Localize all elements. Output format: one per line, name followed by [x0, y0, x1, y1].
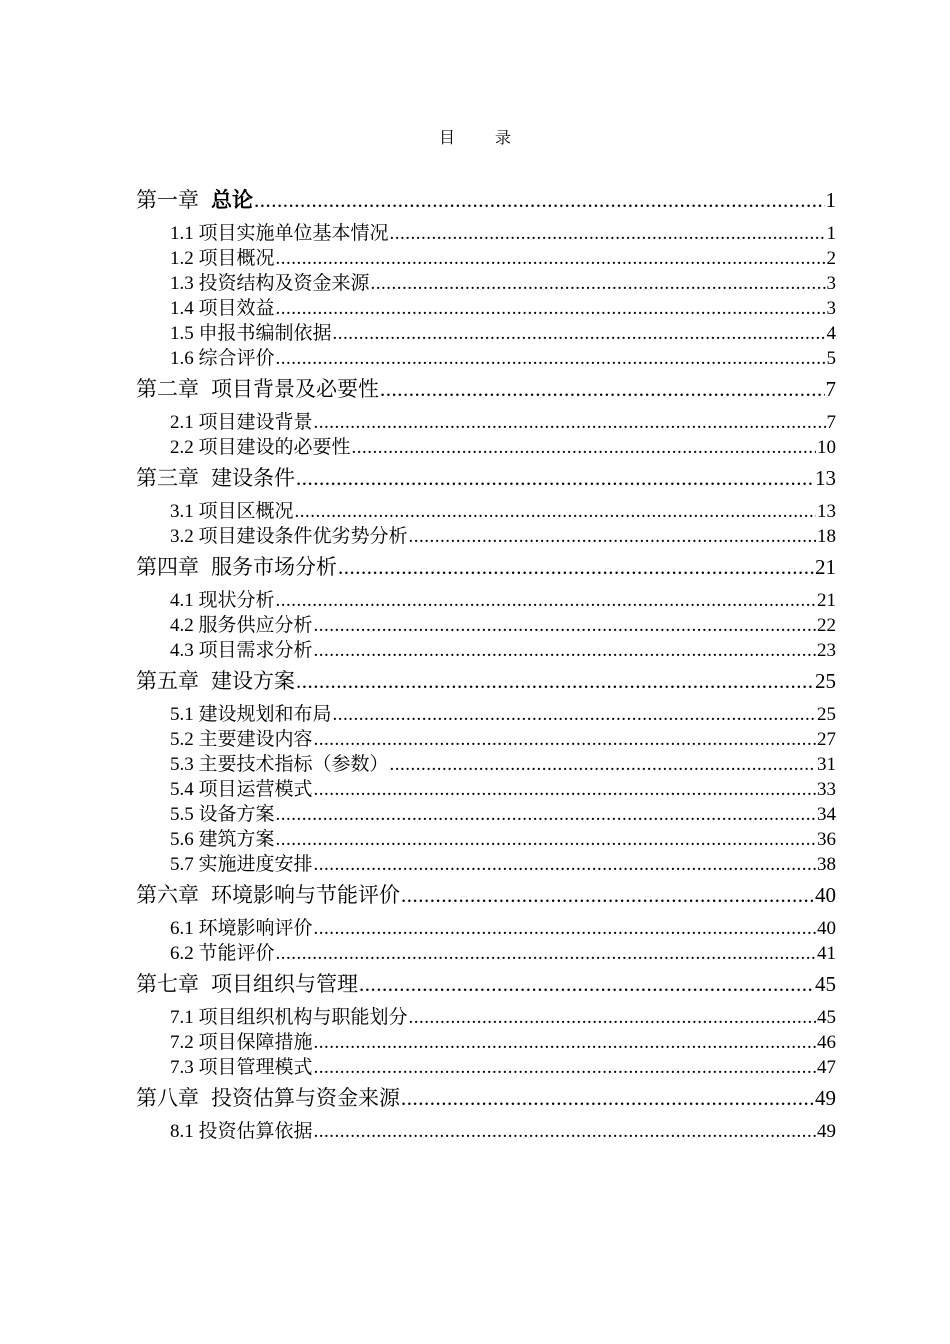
dot-leader [314, 852, 816, 877]
toc-page-number: 36 [817, 829, 836, 850]
toc-entry-title: 项目效益 [198, 298, 275, 319]
toc-chapter-entry[interactable] [136, 182, 836, 219]
dot-leader [314, 613, 816, 638]
toc-entry-number: 5.3 [170, 754, 194, 775]
dot-leader [409, 524, 816, 549]
toc-entry-text [170, 827, 275, 852]
toc-entry-title: 现状分析 [198, 590, 275, 611]
toc-page-number: 10 [817, 437, 836, 458]
dot-leader [338, 549, 814, 586]
dot-leader [314, 1030, 816, 1055]
toc-entry-number: 4.3 [170, 640, 194, 661]
toc-page-number: 23 [817, 640, 836, 661]
toc-section-entry[interactable] [136, 321, 836, 346]
toc-entry-title: 项目建设的必要性 [198, 437, 351, 458]
toc-entry-title: 服务市场分析 [211, 555, 337, 579]
toc-page-number: 25 [815, 669, 836, 693]
toc-section-entry[interactable] [136, 221, 836, 246]
toc-section-entry[interactable] [136, 752, 836, 777]
toc-entry-number: 8.1 [170, 1121, 194, 1142]
toc-section-entry[interactable] [136, 346, 836, 371]
dot-leader [314, 1055, 816, 1080]
toc-entry-title: 项目管理模式 [198, 1057, 313, 1078]
toc-chapter-entry[interactable] [136, 460, 836, 497]
dot-leader [359, 966, 814, 1003]
toc-entry-title: 项目概况 [198, 248, 275, 269]
toc-entry-title: 项目背景及必要性 [211, 377, 379, 401]
toc-section-entry[interactable] [136, 435, 836, 460]
toc-section-entry[interactable] [136, 802, 836, 827]
toc-entry-title: 主要技术指标（参数） [198, 754, 389, 775]
toc-chapter-entry[interactable] [136, 371, 836, 408]
toc-entry-title: 项目保障措施 [198, 1032, 313, 1053]
toc-entry-number: 1.3 [170, 273, 194, 294]
dot-leader [276, 941, 816, 966]
toc-page-number: 13 [815, 466, 836, 490]
toc-entry-text [170, 435, 351, 460]
toc-entry-text [170, 802, 275, 827]
toc-page-number: 3 [826, 298, 836, 319]
toc-entry-title: 实施进度安排 [198, 854, 313, 875]
toc-entry-text [136, 460, 295, 497]
toc-page-number: 38 [817, 854, 836, 875]
toc-page-number: 27 [817, 729, 836, 750]
toc-entry-number: 7.3 [170, 1057, 194, 1078]
dot-leader [314, 410, 826, 435]
toc-entry-text [170, 613, 313, 638]
dot-leader [276, 588, 816, 613]
toc-section-entry[interactable] [136, 499, 836, 524]
toc-entry-title: 项目建设背景 [198, 412, 313, 433]
toc-section-entry[interactable] [136, 852, 836, 877]
dot-leader [380, 371, 825, 408]
toc-entry-text [170, 916, 313, 941]
toc-entry-number: 5.1 [170, 704, 194, 725]
toc-entry-title: 项目运营模式 [198, 779, 313, 800]
dot-leader [333, 321, 826, 346]
toc-page-number: 45 [817, 1007, 836, 1028]
toc-chapter-entry[interactable] [136, 966, 836, 1003]
toc-entry-number: 5.5 [170, 804, 194, 825]
toc-entry-text [170, 1119, 313, 1144]
toc-entry-text [136, 371, 379, 408]
toc-section-entry[interactable] [136, 916, 836, 941]
toc-page-number: 18 [817, 526, 836, 547]
toc-section-entry[interactable] [136, 638, 836, 663]
toc-chapter-entry[interactable] [136, 1080, 836, 1117]
toc-entry-number: 1.6 [170, 348, 194, 369]
toc-entry-text [170, 777, 313, 802]
toc-page-number: 34 [817, 804, 836, 825]
toc-entry-number: 7.2 [170, 1032, 194, 1053]
toc-page-number: 49 [815, 1086, 836, 1110]
dot-leader [371, 271, 826, 296]
toc-entry-text [170, 941, 275, 966]
toc-entry-number: 3.2 [170, 526, 194, 547]
toc-entry-number: 第一章 [136, 188, 199, 212]
toc-chapter-entry[interactable] [136, 877, 836, 914]
dot-leader [276, 802, 816, 827]
toc-entry-title: 环境影响评价 [198, 918, 313, 939]
toc-page-number: 21 [817, 590, 836, 611]
toc-section-entry[interactable] [136, 296, 836, 321]
dot-leader [401, 877, 814, 914]
toc-chapter-entry[interactable] [136, 663, 836, 700]
dot-leader [409, 1005, 816, 1030]
dot-leader [276, 246, 826, 271]
toc-entry-text [170, 296, 275, 321]
toc-entry-number: 第七章 [136, 972, 199, 996]
toc-entry-number: 第二章 [136, 377, 199, 401]
toc-entry-title: 项目组织机构与职能划分 [198, 1007, 408, 1028]
toc-entry-text [170, 499, 294, 524]
toc-entry-title: 环境影响与节能评价 [211, 883, 400, 907]
toc-entry-text [170, 702, 332, 727]
toc-entry-text [136, 663, 295, 700]
toc-entry-number: 2.2 [170, 437, 194, 458]
toc-entry-number: 5.7 [170, 854, 194, 875]
toc-page-number: 40 [815, 883, 836, 907]
toc-section-entry[interactable] [136, 588, 836, 613]
toc-entry-title: 建设方案 [211, 669, 295, 693]
toc-entry-number: 3.1 [170, 501, 194, 522]
toc-section-entry[interactable] [136, 246, 836, 271]
toc-entry-number: 第八章 [136, 1086, 199, 1110]
toc-chapter-entry[interactable] [136, 549, 836, 586]
toc-page-number: 1 [825, 188, 836, 212]
toc-entry-number: 第三章 [136, 466, 199, 490]
toc-entry-text [170, 852, 313, 877]
dot-leader [390, 752, 816, 777]
toc-entry-number: 6.1 [170, 918, 194, 939]
toc-section-entry[interactable] [136, 1005, 836, 1030]
toc-entry-text [170, 638, 313, 663]
toc-entry-title: 综合评价 [198, 348, 275, 369]
toc-entry-text [170, 221, 389, 246]
toc-entry-number: 第六章 [136, 883, 199, 907]
dot-leader [276, 827, 816, 852]
toc-section-entry[interactable] [136, 827, 836, 852]
toc-page-number: 4 [826, 323, 836, 344]
toc-page-number: 25 [817, 704, 836, 725]
toc-entry-text [170, 524, 408, 549]
toc-entry-text [170, 246, 275, 271]
toc-entry-text [136, 1080, 400, 1117]
toc-entry-title: 项目建设条件优劣势分析 [198, 526, 408, 547]
toc-entry-text [170, 727, 313, 752]
toc-page-number: 22 [817, 615, 836, 636]
toc-page-number: 33 [817, 779, 836, 800]
toc-entry-text [170, 1005, 408, 1030]
toc-section-entry[interactable] [136, 727, 836, 752]
toc-page-number: 1 [826, 223, 836, 244]
toc-entry-text [170, 271, 370, 296]
toc-section-entry[interactable] [136, 524, 836, 549]
toc-entry-title: 投资估算依据 [198, 1121, 313, 1142]
dot-leader [296, 663, 814, 700]
toc-entry-number: 2.1 [170, 412, 194, 433]
toc-entry-number: 6.2 [170, 943, 194, 964]
toc-entry-title: 投资结构及资金来源 [198, 273, 370, 294]
dot-leader [390, 221, 826, 246]
toc-entry-number: 1.4 [170, 298, 194, 319]
toc-entry-text [170, 410, 313, 435]
toc-section-entry[interactable] [136, 1119, 836, 1144]
toc-entry-title: 主要建设内容 [198, 729, 313, 750]
toc-entry-number: 4.2 [170, 615, 194, 636]
toc-entry-number: 5.6 [170, 829, 194, 850]
toc-entry-number: 1.1 [170, 223, 194, 244]
toc-page-number: 13 [817, 501, 836, 522]
dot-leader [314, 916, 816, 941]
toc-section-entry[interactable] [136, 1055, 836, 1080]
toc-section-entry[interactable] [136, 941, 836, 966]
toc-entry-title: 项目需求分析 [198, 640, 313, 661]
dot-leader [333, 702, 816, 727]
toc-entry-title: 项目实施单位基本情况 [198, 223, 389, 244]
dot-leader [314, 638, 816, 663]
toc-entry-title: 建设条件 [211, 466, 295, 490]
dot-leader [401, 1080, 814, 1117]
toc-section-entry[interactable] [136, 702, 836, 727]
toc-page-number: 45 [815, 972, 836, 996]
dot-leader [314, 777, 816, 802]
toc-section-entry[interactable] [136, 410, 836, 435]
toc-entry-number: 1.2 [170, 248, 194, 269]
toc-entry-text [170, 752, 389, 777]
toc-entry-number: 1.5 [170, 323, 194, 344]
toc-entry-number: 第四章 [136, 555, 199, 579]
toc-entry-title: 节能评价 [198, 943, 275, 964]
table-of-contents [136, 182, 836, 1144]
toc-entry-title: 项目区概况 [198, 501, 294, 522]
toc-page-number: 46 [817, 1032, 836, 1053]
toc-entry-text [170, 321, 332, 346]
toc-entry-title: 建设规划和布局 [198, 704, 332, 725]
toc-entry-title: 建筑方案 [198, 829, 275, 850]
toc-entry-text [170, 1030, 313, 1055]
toc-page-number: 3 [826, 273, 836, 294]
toc-page-number: 5 [826, 348, 836, 369]
dot-leader [295, 499, 816, 524]
dot-leader [296, 460, 814, 497]
toc-page-number: 49 [817, 1121, 836, 1142]
toc-entry-number: 4.1 [170, 590, 194, 611]
toc-page-number: 31 [817, 754, 836, 775]
toc-entry-title: 申报书编制依据 [198, 323, 332, 344]
toc-section-entry[interactable] [136, 271, 836, 296]
toc-heading: 目 录 [438, 130, 529, 147]
toc-entry-text [136, 966, 358, 1003]
toc-entry-title: 项目组织与管理 [211, 972, 358, 996]
toc-page-number: 41 [817, 943, 836, 964]
toc-entry-text [136, 549, 337, 586]
toc-page-number: 21 [815, 555, 836, 579]
toc-page-number: 2 [826, 248, 836, 269]
toc-entry-text [136, 182, 253, 219]
toc-entry-number: 5.2 [170, 729, 194, 750]
toc-entry-text [170, 588, 275, 613]
toc-page-number: 40 [817, 918, 836, 939]
toc-page-number: 7 [826, 412, 836, 433]
toc-entry-text [170, 1055, 313, 1080]
toc-page-number: 7 [825, 377, 836, 401]
toc-entry-title: 设备方案 [198, 804, 275, 825]
toc-section-entry[interactable] [136, 777, 836, 802]
dot-leader [314, 1119, 816, 1144]
toc-section-entry[interactable] [136, 1030, 836, 1055]
toc-entry-text [136, 877, 400, 914]
toc-entry-text [170, 346, 275, 371]
toc-entry-title: 总论 [211, 188, 253, 212]
toc-page-number: 47 [817, 1057, 836, 1078]
toc-entry-title: 服务供应分析 [198, 615, 313, 636]
toc-entry-number: 5.4 [170, 779, 194, 800]
dot-leader [254, 182, 825, 219]
dot-leader [352, 435, 816, 460]
toc-entry-title: 投资估算与资金来源 [211, 1086, 400, 1110]
dot-leader [276, 296, 826, 321]
toc-section-entry[interactable] [136, 613, 836, 638]
dot-leader [276, 346, 826, 371]
toc-entry-number: 第五章 [136, 669, 199, 693]
toc-entry-number: 7.1 [170, 1007, 194, 1028]
dot-leader [314, 727, 816, 752]
